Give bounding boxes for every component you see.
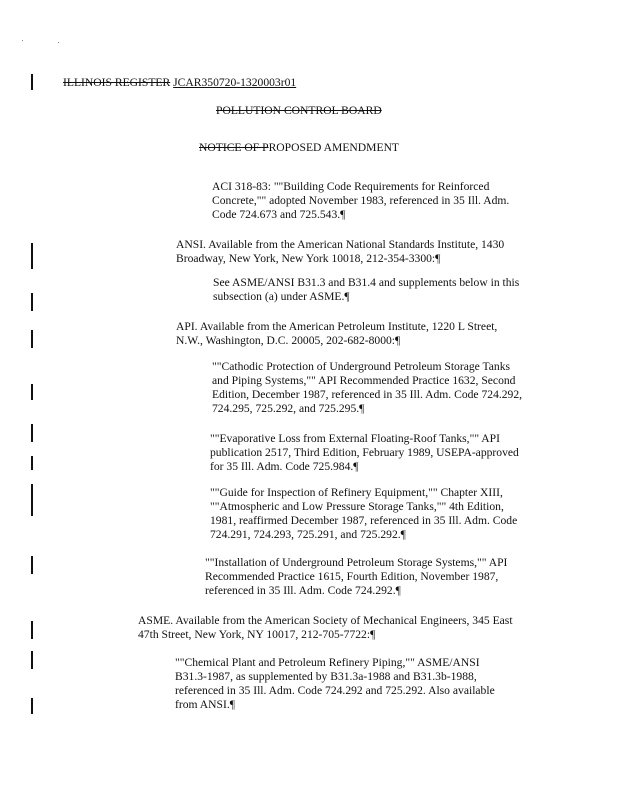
ansi-see-line: subsection (a) under ASME.¶	[213, 290, 350, 303]
notice-title	[199, 141, 399, 155]
api-line: API. Available from the American Petroleum Institute, 1220 L Street,	[176, 320, 498, 333]
change-bar	[31, 698, 33, 714]
aci-line: Code 724.673 and 725.543.¶	[212, 208, 346, 221]
asme-b31-line: from ANSI.¶	[175, 698, 236, 711]
scan-speck	[22, 40, 23, 41]
change-bar	[31, 456, 33, 470]
api-1615-entry	[205, 556, 545, 598]
change-bar	[31, 384, 33, 400]
api-2517-line: for 35 Ill. Adm. Code 725.984.¶	[210, 460, 359, 473]
board-title: POLLUTION CONTROL BOARD	[216, 104, 382, 117]
asme-entry	[138, 614, 558, 642]
register-header	[63, 76, 296, 90]
asme-b31-line: B31.3-1987, as supplemented by B31.3a-1988 and B31.3b-1988,	[175, 670, 477, 683]
api-1632-entry	[212, 360, 552, 416]
ansi-line: Broadway, New York, New York 10018, 212-354-3300:¶	[176, 252, 441, 265]
ansi-see-entry	[213, 276, 543, 304]
api-xiii-line: ""Guide for Inspection of Refinery Equipment,"" Chapter XIII,	[210, 486, 503, 499]
api-1632-line: and Piping Systems,"" API Recommended Practice 1632, Second	[212, 374, 516, 387]
change-bar	[31, 330, 33, 348]
api-1632-line: ""Cathodic Protection of Underground Petroleum Storage Tanks	[212, 360, 511, 373]
api-xiii-entry	[210, 486, 550, 542]
notice-struck: NOTICE OF P	[199, 141, 269, 154]
api-1632-line: Edition, December 1987, referenced in 35 Ill. Adm. Code 724.292,	[212, 388, 523, 401]
change-bar	[31, 484, 33, 516]
change-bar	[31, 293, 33, 311]
api-xiii-line: ""Atmospheric and Low Pressure Storage Tanks,"" 4th Edition,	[210, 500, 504, 513]
scan-speck	[58, 42, 59, 43]
api-1632-line: 724.295, 725.292, and 725.295.¶	[212, 402, 365, 415]
api-2517-line: ""Evaporative Loss from External Floating-Roof Tanks,"" API	[210, 432, 500, 445]
api-1615-line: Recommended Practice 1615, Fourth Edition, November 1987,	[205, 570, 499, 583]
api-entry	[176, 320, 546, 348]
api-1615-line: ""Installation of Underground Petroleum Storage Systems,"" API	[205, 556, 508, 569]
aci-entry	[212, 180, 542, 222]
register-code: JCAR350720-1320003r01	[173, 76, 297, 89]
aci-line: ACI 318-83: ""Building Code Requirements for Reinforced	[212, 180, 490, 193]
register-prefix: ILLINOIS REGISTER	[63, 76, 171, 89]
asme-b31-entry	[175, 656, 535, 712]
change-bar	[31, 424, 33, 442]
notice-rest: ROPOSED AMENDMENT	[268, 141, 400, 154]
api-2517-entry	[210, 432, 550, 474]
api-2517-line: publication 2517, Third Edition, February 1989, USEPA-approved	[210, 446, 519, 459]
asme-line: ASME. Available from the American Society of Mechanical Engineers, 345 East	[138, 614, 513, 627]
asme-b31-line: ""Chemical Plant and Petroleum Refinery Piping,"" ASME/ANSI	[175, 656, 480, 669]
change-bar	[31, 556, 33, 574]
api-xiii-line: 1981, reaffirmed December 1987, referenced in 35 Ill. Adm. Code	[210, 514, 518, 527]
aci-line: Concrete,"" adopted November 1983, referenced in 35 Ill. Adm.	[212, 194, 510, 207]
change-bar	[31, 74, 33, 90]
asme-b31-line: referenced in 35 Ill. Adm. Code 724.292 and 725.292. Also available	[175, 684, 495, 697]
ansi-entry	[176, 238, 546, 266]
change-bar	[31, 243, 33, 269]
api-1615-line: referenced in 35 Ill. Adm. Code 724.292.¶	[205, 584, 401, 597]
change-bar	[31, 621, 33, 639]
ansi-line: ANSI. Available from the American National Standards Institute, 1430	[176, 238, 505, 251]
api-line: N.W., Washington, D.C. 20005, 202-682-8000:¶	[176, 334, 401, 347]
api-xiii-line: 724.291, 724.293, 725.291, and 725.292.¶	[210, 528, 406, 541]
ansi-see-line: See ASME/ANSI B31.3 and B31.4 and supplements below in this	[213, 276, 520, 289]
asme-line: 47th Street, New York, NY 10017, 212-705-7722:¶	[138, 628, 376, 641]
change-bar	[31, 651, 33, 669]
